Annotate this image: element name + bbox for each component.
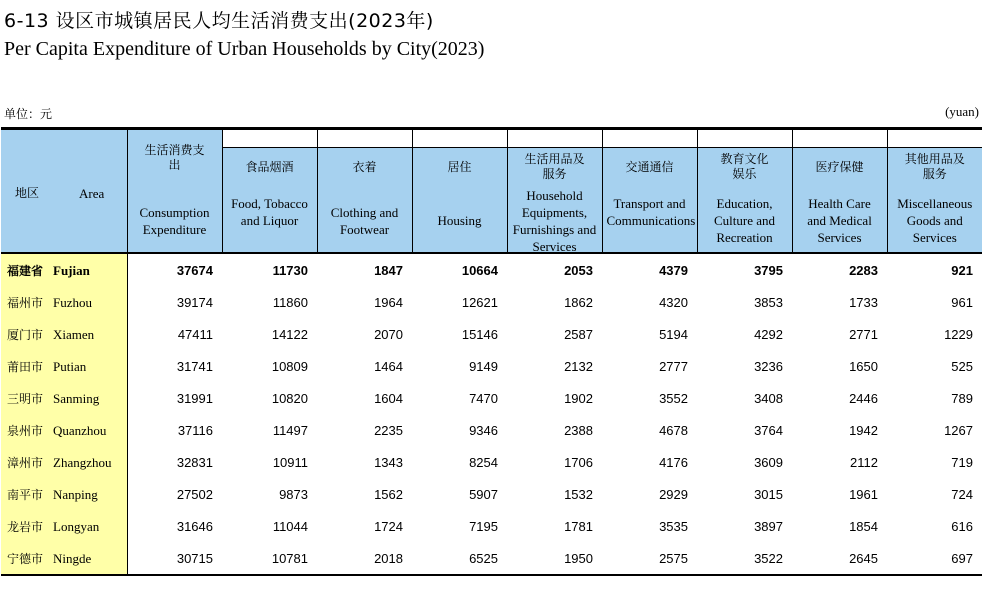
row-area (1, 318, 127, 350)
value-cell: 3609 (754, 454, 783, 470)
area-name-en: Ningde (53, 550, 92, 566)
value-cell: 4320 (659, 294, 688, 310)
value-cell: 2132 (564, 358, 593, 374)
col-health-en: Health Care and Medical Services (807, 196, 872, 245)
value-cell: 2070 (374, 326, 403, 342)
col-consumption-cn: 生活消费支出 (144, 143, 205, 172)
value-cell: 4176 (659, 454, 688, 470)
col-education-cn: 教育文化娱乐 (720, 152, 769, 181)
row-area (1, 253, 127, 286)
table-row (1, 478, 982, 510)
value-cell: 1902 (564, 390, 593, 406)
value-cell: 11860 (272, 294, 308, 310)
area-name-cn: 福州市 (7, 295, 44, 310)
col-consumption (127, 130, 222, 253)
value-cell: 3552 (659, 390, 688, 406)
value-cell: 9346 (469, 422, 498, 438)
value-cell: 9873 (279, 486, 308, 502)
value-cell: 719 (951, 454, 973, 470)
value-cell: 8254 (469, 454, 498, 470)
value-cell: 3522 (697, 542, 792, 575)
value-cell: 39174 (176, 294, 213, 310)
col-clothing (317, 130, 412, 253)
col-household-en: Household Equipments, Furnishings and Services (512, 188, 597, 254)
area-name-cn: 漳州市 (7, 455, 44, 470)
area-name-en: Putian (53, 358, 87, 374)
value-cell: 3535 (659, 518, 688, 534)
col-misc-en: Miscellaneous Goods and Services (897, 196, 973, 245)
area-name-en: Fuzhou (53, 294, 92, 310)
value-cell: 3897 (754, 518, 783, 534)
col-education (697, 130, 792, 253)
value-cell: 14122 (271, 326, 308, 342)
value-cell: 3795 (754, 262, 783, 278)
value-cell: 1862 (564, 294, 593, 310)
table-row (1, 382, 982, 414)
unit-label-cn: 单位：元 (4, 107, 53, 121)
col-housing-en: Housing (437, 213, 482, 228)
area-name-cn: 福建省 (7, 263, 44, 278)
col-education-en: Education, Culture and Recreation (713, 196, 775, 245)
table-row (1, 446, 982, 478)
value-cell: 31741 (176, 358, 213, 374)
col-transport-en: Transport and Communications (606, 196, 696, 228)
value-cell: 1781 (564, 518, 593, 534)
value-cell: 1464 (374, 358, 403, 374)
col-transport-cn: 交通通信 (625, 160, 674, 174)
area-name-cn: 南平市 (7, 487, 44, 502)
col-food-en: Food, Tobacco and Liquor (231, 196, 308, 228)
value-cell: 2053 (564, 262, 593, 278)
expenditure-table (1, 127, 982, 576)
value-cell: 37116 (177, 422, 213, 438)
area-name-en: Longyan (53, 518, 100, 534)
value-cell: 10911 (272, 454, 308, 470)
col-housing (412, 130, 507, 253)
value-cell: 2645 (792, 542, 887, 575)
value-cell: 10781 (222, 542, 317, 575)
value-cell: 4292 (754, 326, 783, 342)
col-misc-cn: 其他用品及服务 (904, 152, 965, 181)
area-name-en: Xiamen (53, 326, 95, 342)
value-cell: 2018 (317, 542, 412, 575)
value-cell: 3015 (754, 486, 783, 502)
col-consumption-en: Consumption Expenditure (139, 205, 210, 237)
col-clothing-cn: 衣着 (352, 160, 377, 174)
value-cell: 4678 (659, 422, 688, 438)
value-cell: 1950 (507, 542, 602, 575)
area-name-cn: 泉州市 (7, 423, 44, 438)
col-transport (602, 130, 697, 253)
value-cell: 1343 (374, 454, 403, 470)
area-name-cn: 莆田市 (7, 359, 44, 374)
value-cell: 2112 (850, 454, 878, 470)
value-cell: 1532 (564, 486, 593, 502)
area-name-cn: 厦门市 (7, 327, 44, 342)
value-cell: 2446 (849, 390, 878, 406)
value-cell: 724 (951, 486, 973, 502)
value-cell: 11497 (272, 422, 308, 438)
value-cell: 1961 (849, 486, 878, 502)
value-cell: 2771 (849, 326, 878, 342)
value-cell: 10664 (461, 262, 498, 278)
col-food-cn: 食品烟酒 (245, 160, 294, 174)
value-cell: 2388 (564, 422, 593, 438)
value-cell: 7195 (469, 518, 498, 534)
value-cell: 10820 (271, 390, 308, 406)
value-cell: 1724 (374, 518, 403, 534)
area-header-en: Area (79, 186, 105, 201)
value-cell: 2283 (849, 262, 878, 278)
row-area (1, 542, 127, 575)
value-cell: 31991 (176, 390, 213, 406)
table-row (1, 318, 982, 350)
value-cell: 31646 (176, 518, 213, 534)
value-cell: 921 (951, 262, 973, 278)
value-cell: 3236 (754, 358, 783, 374)
row-area (1, 350, 127, 382)
value-cell: 1733 (849, 294, 878, 310)
area-header (1, 130, 127, 253)
value-cell: 2575 (602, 542, 697, 575)
col-household (507, 130, 602, 253)
value-cell: 3408 (754, 390, 783, 406)
area-header-cn: 地区 (15, 186, 40, 200)
value-cell: 2777 (659, 358, 688, 374)
area-name-en: Zhangzhou (53, 454, 112, 470)
table-row (1, 414, 982, 446)
row-area (1, 382, 127, 414)
value-cell: 1706 (564, 454, 593, 470)
value-cell: 32831 (176, 454, 213, 470)
value-cell: 6525 (412, 542, 507, 575)
value-cell: 12621 (461, 294, 498, 310)
table-row-total (1, 253, 982, 286)
area-name-en: Sanming (53, 390, 100, 406)
value-cell: 3853 (754, 294, 783, 310)
col-food (222, 130, 317, 253)
area-name-cn: 三明市 (7, 391, 44, 406)
col-housing-cn: 居住 (447, 160, 472, 174)
value-cell: 525 (951, 358, 973, 374)
row-area (1, 286, 127, 318)
value-cell: 789 (951, 390, 973, 406)
col-household-cn: 生活用品及服务 (524, 152, 585, 181)
table-body (1, 253, 982, 575)
header-row (1, 130, 982, 253)
value-cell: 2929 (659, 486, 688, 502)
value-cell: 1964 (374, 294, 403, 310)
value-cell: 1562 (374, 486, 403, 502)
col-health (792, 130, 887, 253)
value-cell: 47411 (177, 326, 213, 342)
value-cell: 37674 (176, 262, 213, 278)
value-cell: 2587 (564, 326, 593, 342)
row-area (1, 510, 127, 542)
value-cell: 1604 (374, 390, 403, 406)
value-cell: 616 (951, 518, 973, 534)
value-cell: 7470 (469, 390, 498, 406)
unit-label-en: (yuan) (945, 104, 979, 119)
value-cell: 3764 (754, 422, 783, 438)
row-area (1, 414, 127, 446)
table-title-en: Per Capita Expenditure of Urban Households by City(2023) (4, 38, 485, 60)
area-name-cn: 龙岩市 (7, 519, 44, 534)
col-clothing-en: Clothing and Footwear (330, 205, 399, 237)
area-name-en: Quanzhou (53, 422, 107, 438)
table-row (1, 350, 982, 382)
value-cell: 1650 (849, 358, 878, 374)
value-cell: 1847 (374, 262, 403, 278)
table-row (1, 510, 982, 542)
value-cell: 1229 (944, 326, 973, 342)
area-name-en: Fujian (53, 262, 90, 278)
value-cell: 5907 (469, 486, 498, 502)
value-cell: 15146 (461, 326, 498, 342)
value-cell: 27502 (176, 486, 213, 502)
table-row (1, 286, 982, 318)
value-cell: 9149 (469, 358, 498, 374)
value-cell: 961 (951, 294, 973, 310)
value-cell: 1854 (849, 518, 878, 534)
table-row (1, 542, 982, 575)
value-cell: 5194 (659, 326, 688, 342)
col-misc (887, 130, 982, 253)
row-area (1, 446, 127, 478)
value-cell: 30715 (127, 542, 222, 575)
value-cell: 10809 (271, 358, 308, 374)
value-cell: 1267 (944, 422, 973, 438)
value-cell: 2235 (374, 422, 403, 438)
value-cell: 4379 (659, 262, 688, 278)
value-cell: 1942 (849, 422, 878, 438)
value-cell: 11044 (272, 518, 308, 534)
row-area (1, 478, 127, 510)
area-name-en: Nanping (53, 486, 98, 502)
table-title-cn: 6-13 设区市城镇居民人均生活消费支出(2023年) (4, 10, 434, 32)
value-cell: 11730 (272, 262, 308, 278)
value-cell: 697 (887, 542, 982, 575)
col-health-cn: 医疗保健 (815, 160, 864, 174)
area-name-cn: 宁德市 (7, 551, 44, 566)
